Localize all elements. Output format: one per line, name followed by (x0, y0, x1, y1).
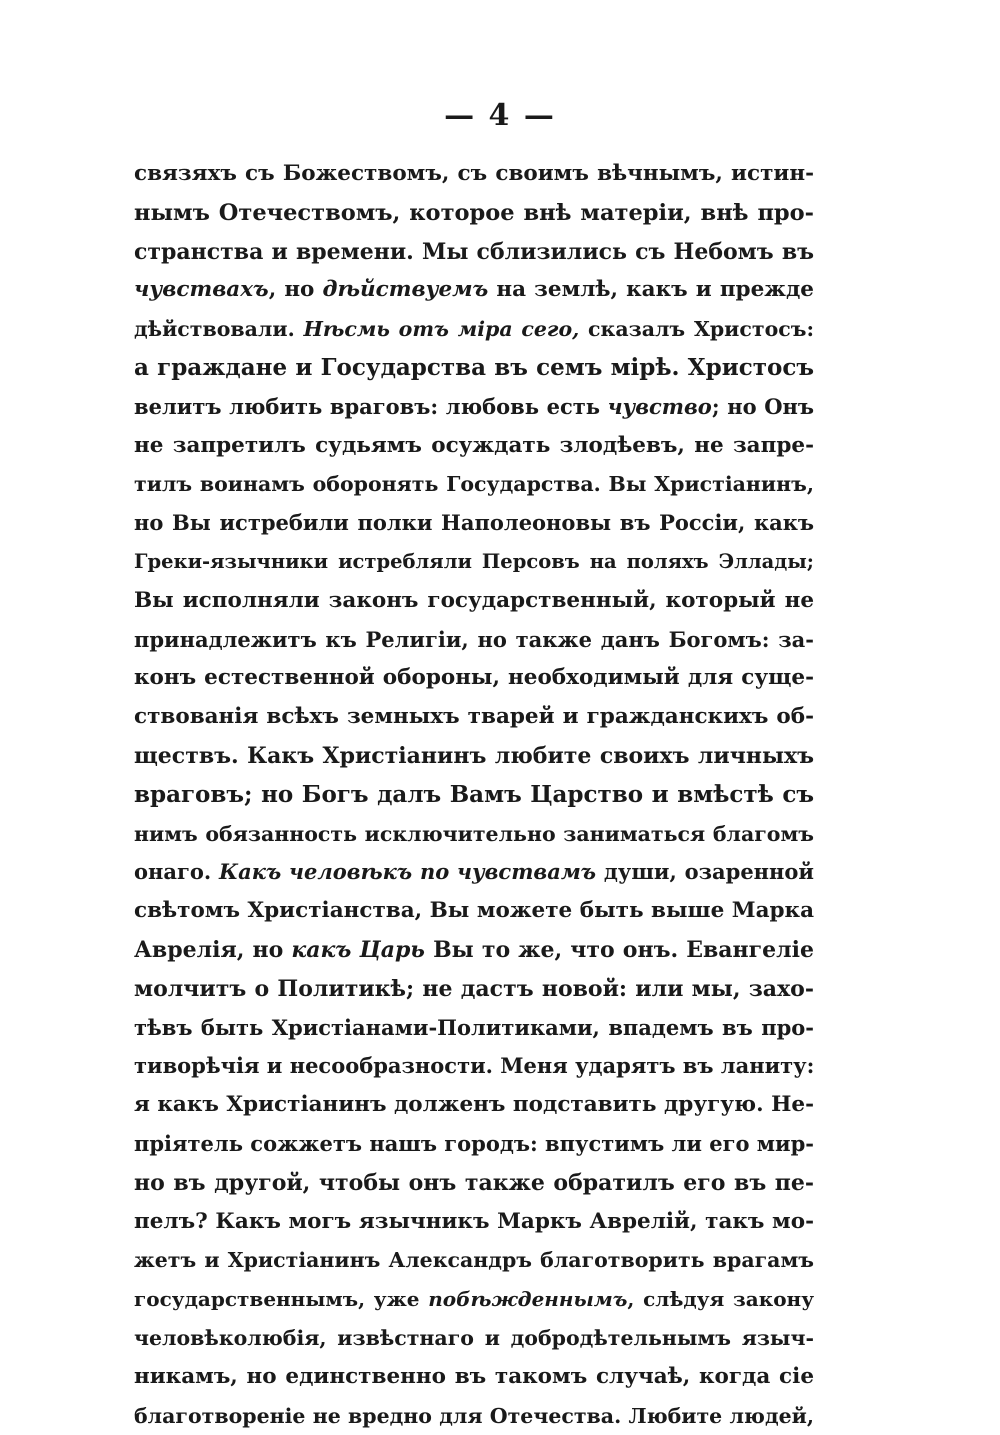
text-segment: ствованія всѣхъ земныхъ тварей и гражданскихъ об- (134, 704, 814, 729)
text-line (134, 698, 814, 737)
text-segment: конъ естественной обороны, необходимый для суще- (134, 665, 814, 690)
text-segment: Вы то же, что онъ. Евангеліе (425, 937, 814, 963)
text-line (134, 194, 814, 233)
text-segment: свѣтомъ Христіанства, Вы можете быть выше Марка (134, 898, 814, 923)
text-line (134, 543, 814, 582)
text-segment: тиворѣчія и несообразности. Меня ударятъ въ ланиту: (134, 1053, 814, 1078)
text-line (134, 1009, 814, 1048)
text-segment: не запретилъ судьямъ осуждать злодѣевъ, не запре- (134, 433, 814, 458)
text-segment: жетъ и Христіанинъ Александръ благотворить врагамъ (134, 1248, 814, 1272)
italic-text: какъ Царь (291, 937, 425, 963)
text-segment: я какъ Христіанинъ долженъ подставить другую. Не- (134, 1092, 814, 1117)
text-line (134, 465, 814, 504)
italic-text: Какъ человѣкъ по чувствамъ (219, 859, 596, 884)
text-segment: тилъ воинамъ оборонять Государства. Вы Христіанинъ, (134, 472, 814, 496)
text-segment: никамъ, но единственно въ такомъ случаѣ, когда сіе (134, 1364, 814, 1389)
text-line (134, 931, 814, 970)
text-line (134, 1086, 814, 1125)
text-line (134, 233, 814, 272)
text-line (134, 1319, 814, 1358)
text-segment: враговъ; но Богъ далъ Вамъ Царство и вмѣстѣ съ (134, 781, 814, 808)
text-line (134, 349, 814, 388)
text-line (134, 388, 814, 427)
text-line (134, 815, 814, 854)
italic-text: Нѣсмь отъ міра сего, (304, 317, 580, 341)
text-segment: нимъ обязанность исключительно заниматься благомъ (134, 822, 814, 846)
text-segment: человѣколюбія, извѣстнаго и добродѣтельнымъ языч- (134, 1326, 814, 1350)
italic-text: чувствахъ (134, 277, 269, 302)
text-line (134, 737, 814, 776)
italic-text: чувство (608, 394, 712, 419)
text-segment: дѣйствовали. (134, 317, 304, 341)
text-segment: государственнымъ, уже (134, 1287, 428, 1311)
page-number: — 4 — (0, 98, 1000, 133)
text-segment: принадлежитъ къ Религіи, но также данъ Богомъ: за- (134, 627, 814, 652)
text-segment: души, озаренной (596, 859, 814, 884)
text-segment: странства и времени. Мы сблизились съ Небомъ въ (134, 239, 814, 265)
text-segment: ществъ. Какъ Христіанинъ любите своихъ личныхъ (134, 743, 814, 769)
text-line (134, 1047, 814, 1086)
text-segment: Вы исполняли законъ государственный, который не (134, 588, 814, 613)
text-segment: а граждане и Государства въ семъ мірѣ. Христосъ (134, 354, 814, 381)
italic-text: дѣйствуемъ (323, 277, 489, 302)
text-line (134, 155, 814, 194)
text-segment: на землѣ, какъ и прежде (488, 277, 814, 302)
text-line (134, 1241, 814, 1280)
text-line (134, 310, 814, 349)
text-line (134, 582, 814, 621)
text-segment: связяхъ съ Божествомъ, съ своимъ вѣчнымъ, истин- (134, 161, 814, 186)
text-line (134, 504, 814, 543)
text-line (134, 621, 814, 660)
text-segment: пелъ? Какъ могъ язычникъ Маркъ Аврелій, такъ мо- (134, 1209, 814, 1234)
text-segment: нымъ Отечествомъ, которое внѣ матеріи, внѣ про- (134, 200, 814, 226)
text-segment: тѣвъ быть Христіанами-Политиками, впадемъ въ про- (134, 1015, 814, 1040)
text-line (134, 659, 814, 698)
text-segment: , слѣдуя закону (627, 1287, 814, 1311)
text-segment: онаго. (134, 859, 219, 884)
text-line (134, 1280, 814, 1319)
text-segment: пріятель сожжетъ нашъ городъ: впустимъ ли его мир- (134, 1131, 814, 1156)
text-line (134, 970, 814, 1009)
text-segment: , но (269, 277, 323, 302)
text-line (134, 427, 814, 466)
text-line (134, 1164, 814, 1203)
text-segment: ; но Онъ (712, 394, 814, 419)
text-segment: молчитъ о Политикѣ; не дастъ новой: или мы, захо- (134, 976, 814, 1002)
text-segment: Греки-язычники истребляли Персовъ на поляхъ Эллады; (134, 550, 814, 573)
text-segment: но въ другой, чтобы онъ также обратилъ его въ пе- (134, 1170, 814, 1196)
text-segment: сказалъ Христосъ: (579, 317, 814, 341)
italic-text: побѣжденнымъ (428, 1287, 627, 1311)
text-line (134, 1358, 814, 1397)
text-segment: Аврелія, но (134, 937, 291, 963)
text-line (134, 271, 814, 310)
text-line (134, 1397, 814, 1435)
text-segment: велитъ любить враговъ: любовь есть (134, 394, 608, 419)
text-line (134, 1125, 814, 1164)
text-line (134, 1203, 814, 1242)
text-line (134, 853, 814, 892)
text-segment: но Вы истребили полки Наполеоновы въ Россіи, какъ (134, 510, 814, 535)
text-segment: благотвореніе не вредно для Отечества. Любите людей, (134, 1404, 814, 1428)
text-line (134, 892, 814, 931)
body-text (134, 155, 814, 1435)
text-line (134, 776, 814, 815)
